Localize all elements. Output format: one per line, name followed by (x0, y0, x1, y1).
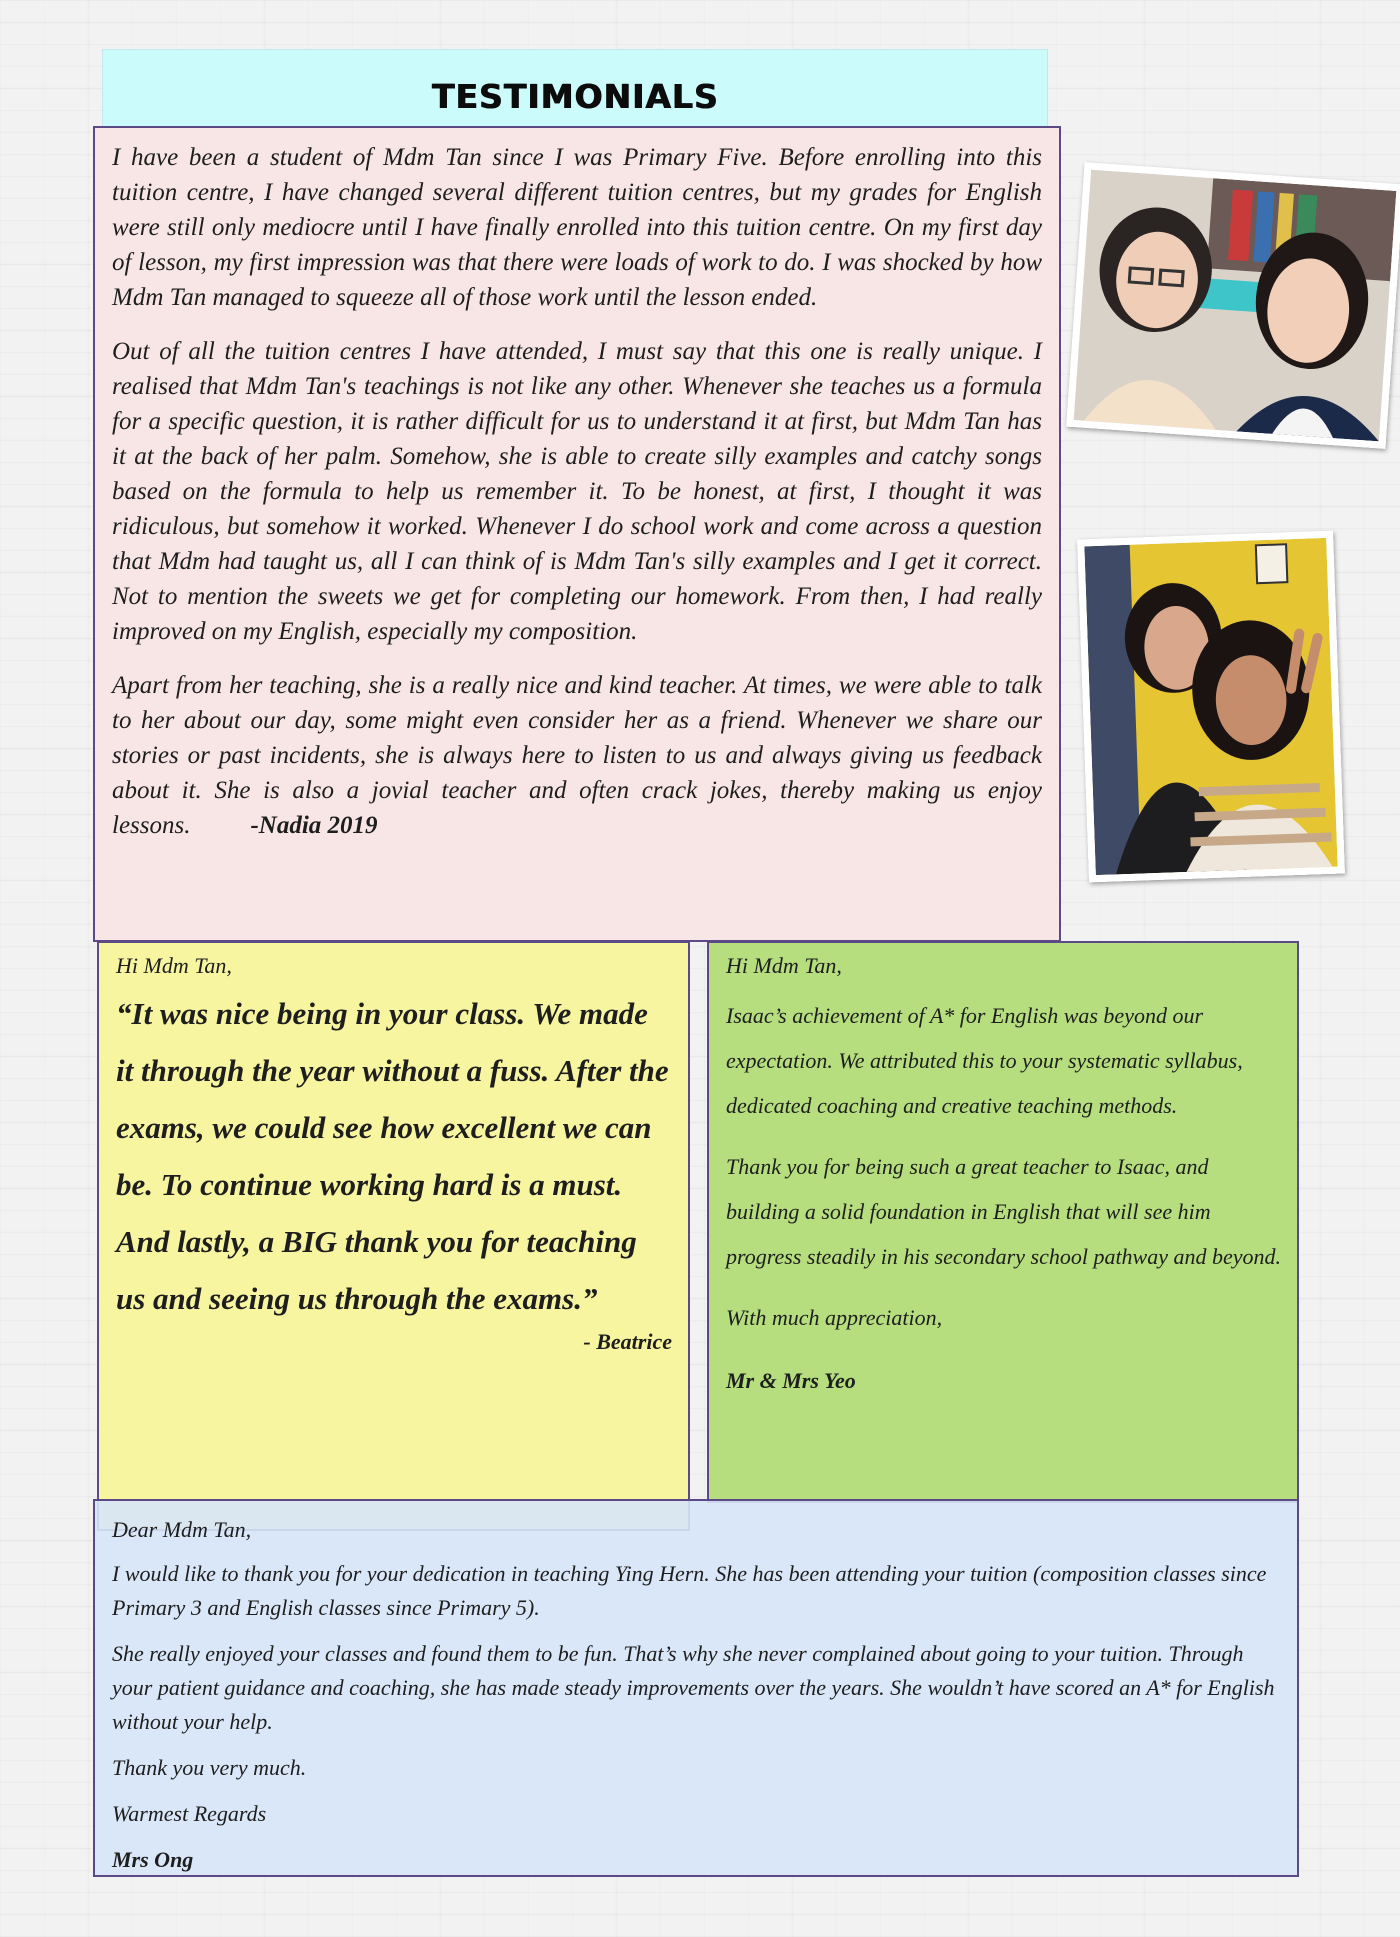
ong-paragraph-2: She really enjoyed your classes and found them to be fun. That’s why she never complained about going to your tuition. Through your patient guidance and coaching, she has made steady improvements over the years. She wouldn’t have scored an A* for English without your help. (112, 1641, 1275, 1734)
nadia-paragraph-3-text: Apart from her teaching, she is a really nice and kind teacher. At times, we were able to talk to her about our day, some might even consider her as a friend. Whenever we share our stories or past incidents, she is always here to listen to us and always giving us feedback about it. She is also a jovial teacher and often crack jokes, thereby making us enjoy lessons. (112, 672, 1042, 839)
nadia-signature: -Nadia 2019 (250, 812, 378, 839)
student-teacher-photo-1 (1066, 162, 1400, 449)
ong-greeting: Dear Mdm Tan, (112, 1517, 252, 1542)
testimonial-ong (93, 1499, 1299, 1877)
title-banner (102, 49, 1048, 127)
ong-signature: Mrs Ong (112, 1847, 194, 1872)
nadia-paragraph-1: I have been a student of Mdm Tan since I was Primary Five. Before enrolling into this tuition centre, I have changed several different tuition centres, but my grades for English were still only mediocre until I have finally enrolled into this tuition centre. On my first day of lesson, my first impression was that there were loads of work to do. I was shocked by how Mdm Tan managed to squeeze all of those work until the lesson ended. (112, 144, 1042, 311)
page-title: TESTIMONIALS (431, 77, 719, 116)
testimonial-beatrice (97, 941, 690, 1531)
ong-paragraph-3: Thank you very much. (112, 1755, 307, 1780)
yeo-paragraph-1: Isaac’s achievement of A* for English was beyond our expectation. We attributed this to your systematic syllabus, dedicated coaching and creative teaching methods. (726, 1003, 1243, 1118)
yeo-paragraph-3: With much appreciation, (726, 1305, 943, 1330)
testimonial-nadia (93, 126, 1061, 942)
nadia-paragraph-3 (112, 668, 1042, 843)
ong-paragraph-1: I would like to thank you for your dedication in teaching Ying Hern. She has been attending your tuition (composition classes since Primary 3 and English classes since Primary 5). (112, 1561, 1267, 1620)
yeo-greeting: Hi Mdm Tan, (726, 953, 842, 978)
student-teacher-photo-2 (1077, 531, 1345, 883)
ong-paragraph-4: Warmest Regards (112, 1801, 267, 1826)
yeo-paragraph-2: Thank you for being such a great teacher to Isaac, and building a solid foundation in English that will see him progress steadily in his secondary school pathway and beyond. (726, 1154, 1282, 1269)
testimonial-yeo (707, 941, 1299, 1503)
beatrice-greeting: Hi Mdm Tan, (116, 953, 232, 978)
beatrice-signature: - Beatrice (583, 1329, 672, 1354)
selfie-photo-1-image (1074, 170, 1397, 442)
nadia-paragraph-2: Out of all the tuition centres I have attended, I must say that this one is really unique. I realised that Mdm Tan's teachings is not like any other. Whenever she teaches us a formula for a specific question, it is rather difficult for us to understand it at first, but Mdm Tan has it at the back of her palm. Somehow, she is able to create silly examples and catchy songs based on the formula to help us remember it. To be honest, at first, I thought it was ridiculous, but somehow it worked. Whenever I do school work and come across a question that Mdm had taught us, all I can think of is Mdm Tan's silly examples and I get it correct. Not to mention the sweets we get for completing our homework. From then, I had really improved on my English, especially my composition. (112, 338, 1042, 645)
selfie-photo-2-image (1084, 538, 1337, 875)
yeo-signature: Mr & Mrs Yeo (726, 1368, 856, 1393)
beatrice-quote: “It was nice being in your class. We made it through the year without a fuss. After the exams, we could see how excellent we can be. To continue working hard is a must. And lastly, a BIG thank you for teaching us and seeing us through the exams.” (116, 996, 669, 1316)
